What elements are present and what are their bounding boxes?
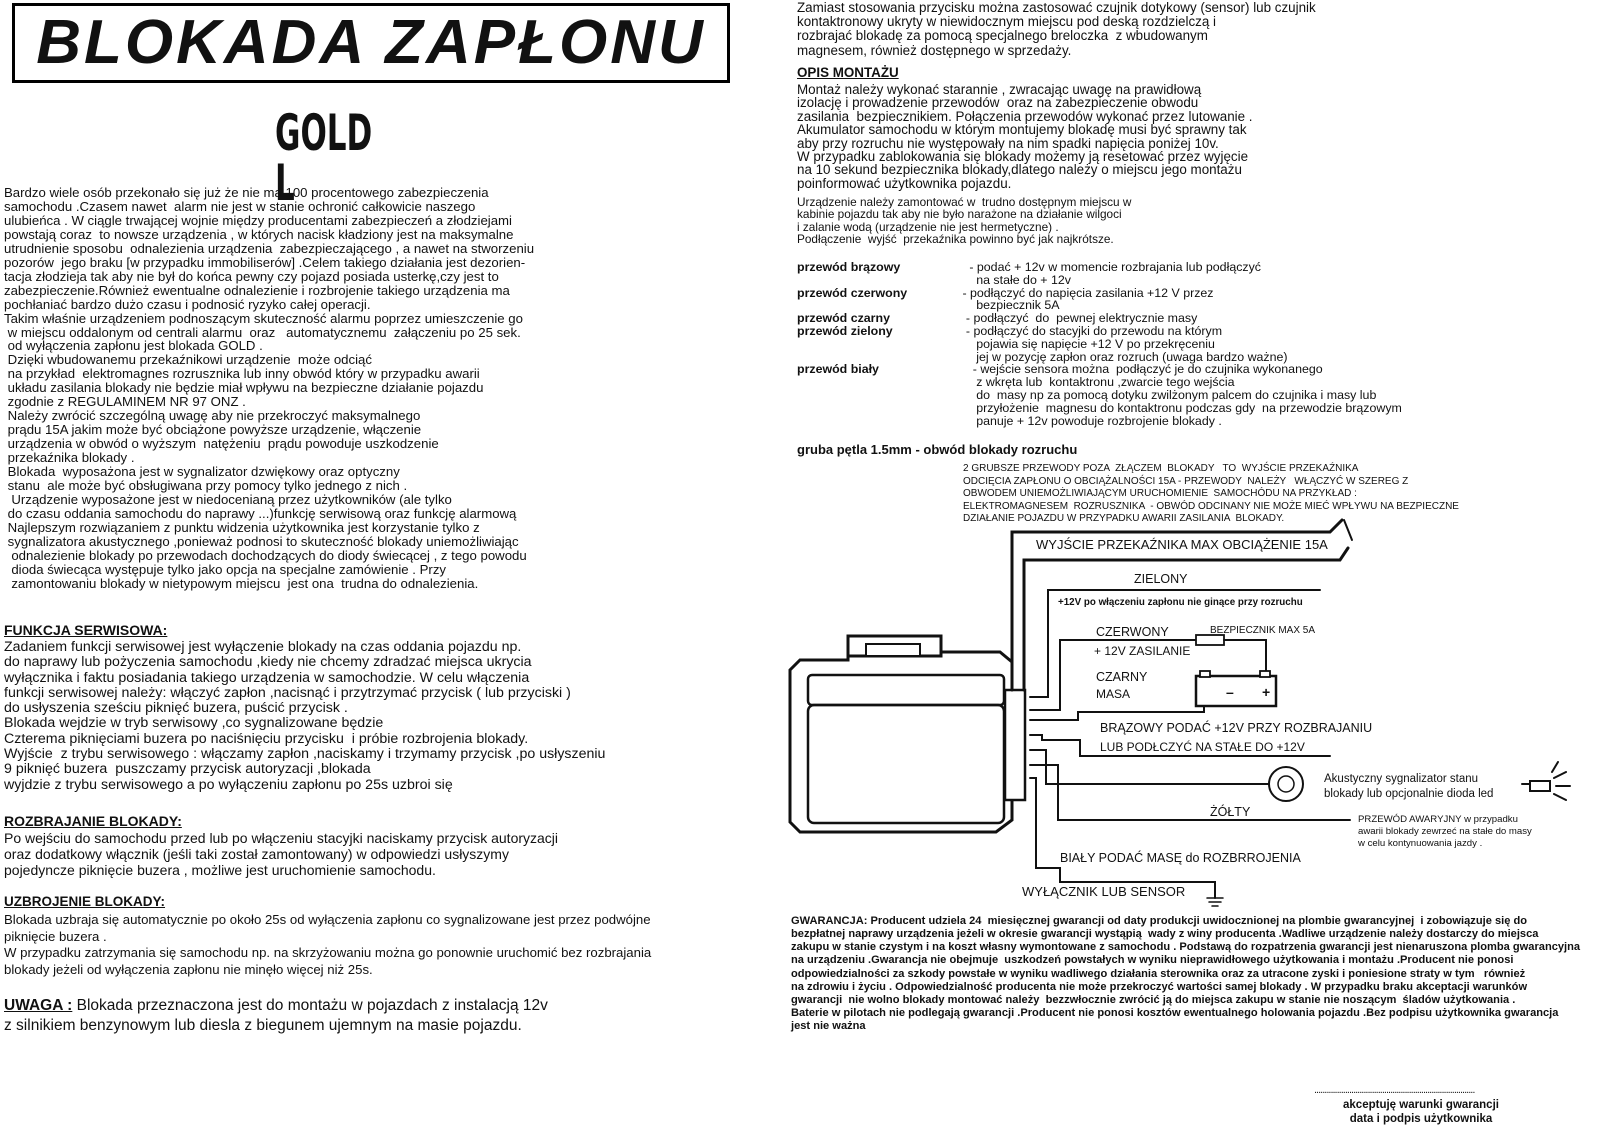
service-line: Czterema piknięciami buzera po naciśnięciu przycisku i próbie rozbrojenia blokady. (4, 730, 529, 747)
arm-line: W przypadku zatrzymania się samochodu np. na skrzyżowaniu można go ponownie uruchomić bez rozbrajania (4, 945, 652, 960)
service-line: Blokada wejdzie w tryb serwisowy ,co sygnalizowane będzie (4, 715, 384, 732)
intro-line: samochodu .Czasem nawet alarm nie jest w stanie ochronić całkowicie naszego (4, 198, 476, 214)
intro-line: zamontowaniu blokady w nietypowym miejscu jest ona trudna do odnalezienia. (4, 575, 479, 591)
install-line: i zalanie wodą (urządzenie nie jest hermetyczne) . (797, 219, 1059, 234)
signature-block (1314, 1098, 1528, 1126)
buzzer-label-2: blokady lub opcjonalnie dioda led (1324, 788, 1494, 800)
wire-description: - podłączyć do pewnej elektrycznie masy (959, 311, 1198, 326)
warranty-line: bezpłatnej naprawy urządzenia jeżeli w okresie gwarancji wystąpią wady z winy producenta .Wadliwe urządzenie należy dostarczy do miejsca (791, 928, 1539, 941)
warning-line-2: z silnikiem benzynowym lub diesla z biegunem ujemnym na masie pojazdu. (4, 1017, 522, 1034)
emergency-note-3: w celu kontynuowania jazdy . (1358, 838, 1483, 849)
mounting-heading: OPIS MONTAŻU (797, 65, 899, 80)
mounting-line: poinformować użytkownika pojazdu. (797, 175, 1012, 191)
install-line: kabinie pojazdu tak aby nie było narażone na działanie wilgoci (797, 207, 1122, 222)
mounting-line: Akumulator samochodu w którym montujemy blokadę musi być sprawny tak (797, 122, 1247, 138)
black-wire-label: CZARNY (1096, 670, 1148, 684)
wire-description: do masy np za pomocą dotyku zwilżonym palcem do czujnika i masy lub (959, 387, 1377, 402)
disarm-heading: ROZBRAJANIE BLOKADY: (4, 813, 182, 829)
wire-description: - wejście sensora można podłączyć je do czujnika wykonanego (959, 362, 1323, 377)
intro-line: Takim właśnie urządzeniem podnoszącym skuteczność alarmu poprzez umieszczenie go (4, 310, 523, 326)
signature-label-1: akceptuję warunki gwarancji (1343, 1099, 1499, 1111)
disarm-line: pojedyncze piknięcie buzera , możliwe jest uruchomienie samochodu. (4, 862, 436, 878)
service-line: wyłącznika i faktu posiadania takiego urządzenia w samochodzie. W celu włączenia (4, 669, 530, 686)
switch-label: WYŁĄCZNIK LUB SENSOR (1022, 884, 1186, 899)
service-heading: FUNKCJA SERWISOWA: (4, 622, 168, 638)
right-intro-line: rozbrajać blokadę za pomocą specjalnego breloczka z wbudowanym (797, 28, 1208, 44)
wire-description: pojawia się napięcie +12 V po przekręceniu (959, 336, 1215, 351)
battery-plus-label: + (1262, 684, 1271, 700)
wire-label: przewód czerwony (797, 285, 908, 300)
intro-line: utrudnienie sposobu odnalezienia urządzenia zabezpieczającego , a nawet na stworzeniu (4, 240, 535, 256)
warning-line-1: Blokada przeznaczona jest do montażu w pojazdach z instalacją 12v (72, 997, 548, 1014)
wire-label: przewód biały (797, 362, 879, 377)
warranty-line: jest nie ważna (791, 1020, 866, 1033)
mounting-line: aby przy rozruchu nie występowały na nim spadki napięcia poniżej 10v. (797, 135, 1219, 151)
ground-icon (1207, 898, 1223, 906)
fuse-label: BEZPIECZNIK MAX 5A (1210, 625, 1316, 636)
warranty-text (791, 915, 1580, 1033)
arm-line: Blokada uzbraja się automatycznie po około 25s od wyłączenia zapłonu co sygnalizowane jest przez podwójne (4, 912, 651, 927)
green-wire-note: +12V po włączeniu zapłonu nie ginące przy rozruchu (1058, 597, 1303, 608)
diagram-note-line: 2 GRUBSZE PRZEWODY POZA ZŁĄCZEM BLOKADY TO WYJŚCIE PRZEKAŹNIKA (963, 463, 1359, 474)
install-line: Podłączenie wyjść przekaźnika powinno być jak najkrótsze. (797, 232, 1114, 247)
intro-line: stanu ale może być obsługiwana przy pomocy tylko jednego z nich . (4, 478, 408, 494)
page-title: BLOKADA ZAPŁONU (36, 8, 706, 77)
service-line: Wyjście z trybu serwisowego : włączamy zapłon ,naciskamy i trzymamy przycisk ,po usłyszeniu (4, 746, 606, 763)
ground-label: MASA (1096, 687, 1131, 701)
intro-line: przekaźnika blokady . (4, 450, 135, 466)
red-wire-label: CZERWONY (1096, 625, 1169, 639)
arm-heading: UZBROJENIE BLOKADY: (4, 894, 166, 909)
signature-line: .............................................................................. (1314, 1084, 1475, 1096)
wire-description: - podłączyć do napięcia zasilania +12 V przez (959, 285, 1214, 300)
warranty-line: odpowiedzialności za szkody powstałe w wyniku wadliwego działania sterownika oraz za utracone zyski i poniesione straty w tym również (791, 967, 1526, 980)
mounting-line: Montaż należy wykonać starannie , zwracając uwagę na prawidłową (797, 82, 1202, 97)
mounting-line: zasilania bezpiecznikiem. Połączenia przewodów wykonać przez lutowanie . (797, 108, 1253, 124)
relay-output-label: WYJŚCIE PRZEKAŹNIKA MAX OBCIĄŻENIE 15A (1036, 537, 1328, 552)
brown-wire-label: BRĄZOWY PODAĆ +12V PRZY ROZBRAJANIU (1100, 721, 1373, 735)
intro-line: ulubieńca . W ciągle trwającej wojnie między producentami zabezpieczeń a złodziejami (4, 212, 512, 228)
arm-line: blokady jeżeli od wyłączenia zapłonu nie minęło więcej niż 25s. (4, 961, 373, 977)
buzzer-label-1: Akustyczny sygnalizator stanu (1324, 773, 1479, 785)
wire-description: z wkręta lub kontaktronu ,zwarcie tego wejścia (959, 375, 1235, 390)
mounting-line: W przypadku zablokowania się blokady możemy ją resetować przez wyjęcie (797, 149, 1249, 165)
intro-line: powstają coraz to nowsze urządzenia , w których nacisk kładziony jest na maksymalne (4, 226, 514, 242)
warranty-line: Baterie w pilotach nie podlegają gwarancji .Producent nie ponosi kosztów ewentualnego holowania pojazdu .Bez podpisu użytkownika gwarancja (791, 1007, 1559, 1020)
wire-description: jej w pozycję zapłon oraz rozruch (uwaga bardzo ważne) (959, 349, 1288, 364)
right-intro-line: kontaktronowy ukryty w niewidocznym miejscu pod deską rozdzielczą i (797, 14, 1217, 30)
diagram-note-line: ELEKTROMAGNESEM ROZRUSZNIKA - OBWÓD ODCINANY NIE MOŻE MIEĆ WPŁYWU NA BEZPIECZNE (963, 500, 1459, 512)
white-wire-label: BIAŁY PODAĆ MASĘ do ROZBRROJENIA (1060, 851, 1301, 865)
service-line: do usłyszenia sześciu piknięć buzera, puścić przycisk . (4, 700, 348, 717)
model-name: GOLD L (275, 104, 373, 212)
wire-label: przewód zielony (797, 323, 893, 338)
intro-line: zabezpieczenie.Również ewentualne odnalezienie i rozbrojenie takiego urządzenia ma (4, 282, 510, 298)
intro-line: tacja złodzieja tak aby nie był do końca pewny czy pojazd posiada usterkę,czy jest to (4, 268, 499, 284)
arm-line: piknięcie buzera . (4, 928, 107, 944)
intro-line: na przykład elektromagnes rozrusznika lub inny obwód który w przypadku awarii (4, 366, 480, 382)
warranty-line: gwarancji nie wolno blokady montować należy bezzwłocznie zwrócić ją do miejsca zakupu w stanie nie noszącym śladów użytkowania . (791, 993, 1516, 1006)
service-line: 9 piknięć buzera puszczamy przycisk autoryzacji ,blokada (4, 761, 371, 778)
service-line: wyjdzie z trybu serwisowego a po wyłączeniu zapłonu po 25s uzbroi się (4, 776, 453, 793)
wire-description: na stałe do + 12v (959, 272, 1071, 287)
right-intro-line: magnesem, również dostępnego w sprzedaży. (797, 42, 1072, 58)
brown-wire-label-2: LUB PODŁCZYĆ NA STAŁE DO +12V (1100, 740, 1305, 754)
intro-line: Bardzo wiele osób przekonało się już że nie ma 100 procentowego zabezpieczenia (4, 185, 489, 200)
intro-line: Urządzenie wyposażone jest w niedocenianą przez użytkowników (ale tylko (4, 491, 452, 507)
intro-line: Blokada wyposażona jest w sygnalizator dzwiękowy oraz optyczny (4, 464, 400, 480)
disarm-line: Po wejściu do samochodu przed lub po włączeniu stacyjki naciskamy przycisk autoryzacji (4, 830, 559, 846)
intro-line: Dzięki wbudowanemu przekaźnikowi urządzenie może odciąć (4, 352, 372, 368)
diagram-note-line: OBWODEM UNIEMOŻLIWIAJĄCYM URUCHOMIENIE SAMOCHÓDU NA PRZYKŁAD : (963, 488, 1357, 500)
warning-label: UWAGA : (4, 997, 73, 1014)
diagram-note-line: ODCIĘCIA ZAPŁONU O OBCIĄŻALNOŚCI 15A - PRZEWODY NALEŻY WŁĄCZYĆ W SZEREG Z (963, 475, 1409, 487)
diagram-note-line: DZIAŁANIE POJAZDU W PRZYPADKU AWARII ZASILANIA BLOKADY. (963, 513, 1285, 525)
signature-label-2: data i podpis użytkownika (1349, 1113, 1493, 1125)
warranty-line: na zdrowiu i życiu . Odpowiedzialność producenta nie może przekroczyć wartości samej blokady . W przypadku braku akceptacji warunków (791, 980, 1528, 993)
wire-description: przyłożenie magnesu do kontaktronu podczas gdy na przewodzie brązowym (959, 400, 1402, 415)
service-line: Zadaniem funkcji serwisowej jest wyłączenie blokady na czas oddania pojazdu np. (4, 639, 522, 655)
intro-line: zgodnie z REGULAMINEM NR 97 ONZ . (4, 394, 246, 410)
service-line: do naprawy lub pożyczenia samochodu ,kiedy nie chcemy zdradzać miejsca ukrycia (4, 654, 532, 671)
intro-line: układu zasilania blokady nie będzie miał wpływu na bezpieczne działanie pojazdu (4, 380, 484, 396)
service-line: funkcji serwisowej należy: włączyć zapłon ,nacisnąć i przytrzymać przycisk ( lub przyciski ) (4, 684, 571, 701)
intro-line: do czasu oddania samochodu do naprawy ...)funkcję serwisową oraz funkcję alarmową (4, 505, 517, 521)
wire-description: panuje + 12v powoduje rozbrojenie blokady . (959, 413, 1222, 428)
intro-line: odnalezienie blokady po przewodach dochodzących do diody świecącej , z tego powodu (4, 547, 527, 563)
battery-minus-label: – (1226, 684, 1234, 700)
intro-line: dioda świecąca występuje tylko jako opcja na specjalne zamówienie . Przy (4, 561, 447, 577)
led-icon (1522, 762, 1570, 800)
intro-line: pozorów jego braku [w przypadku immobiliserów] .Celem takiego działania jest dezorien- (4, 254, 526, 270)
buzzer-icon (1269, 767, 1303, 801)
blockade-module (790, 636, 1025, 832)
yellow-wire-label: ŻÓŁTY (1210, 805, 1251, 819)
intro-line: sygnalizatora akustycznego ,ponieważ podnosi to skuteczność blokady uniemożliwiając (4, 533, 519, 549)
wires (1012, 520, 1570, 906)
mounting-line: izolację i prowadzenie przewodów oraz na zabezpieczenie obwodu (797, 95, 1199, 111)
wire-label: przewód czarny (797, 311, 890, 326)
wire-description: bezpiecznik 5A (959, 298, 1060, 313)
intro-line: pochłaniać bardzo dużo czasu i podnosić ryzyko całej operacji. (4, 296, 371, 312)
intro-line: w miejscu oddalonym od centrali alarmu oraz automatycznemu załączeniu po 25 sek. (4, 324, 521, 340)
green-wire-label: ZIELONY (1134, 572, 1188, 586)
intro-line: Najlepszym rozwiązaniem z punktu widzenia użytkownika jest korzystanie tylko z (4, 519, 480, 535)
warranty-line: GWARANCJA: Producent udziela 24 miesięcznej gwarancji od daty produkcji uwidocznionej na plombie gwarancyjnej i zobowiązuje się do (791, 915, 1528, 927)
mounting-line: na 10 sekund bezpiecznika blokady,dlatego należy o miejscu jego montażu (797, 162, 1242, 178)
intro-line: Należy zwrócić szczególną uwagę aby nie przekroczyć maksymalnego (4, 408, 421, 424)
warranty-line: zakupu w stanie czystym i na koszt własny wymontowane z samochodu . Podstawą do rozpatrzenia gwarancji jest nienaruszona plomba gwarancyjna (791, 941, 1581, 954)
wire-description: - podać + 12v w momencie rozbrajania lub podłączyć (959, 260, 1262, 274)
right-intro-line: Zamiast stosowania przycisku można zastosować czujnik dotykowy (sensor) lub czujnik (797, 0, 1316, 15)
intro-line: od wyłączenia zapłonu jest blokada GOLD . (4, 338, 263, 354)
wire-description: - podłączyć do stacyjki do przewodu na którym (959, 323, 1223, 338)
loop-note: gruba pętla 1.5mm - obwód blokady rozruchu (797, 442, 1078, 457)
emergency-note-1: PRZEWÓD AWARYJNY w przypadku (1358, 814, 1518, 825)
intro-line: prądu 15A jakim może być obciążone powyższe urządzenie, włączenie (4, 422, 422, 438)
emergency-note-2: awarii blokady zewrzeć na stałe do masy (1358, 826, 1532, 837)
warranty-line: na urządzeniu .Gwarancja nie obejmuje uszkodzeń powstałych w wyniku nieprawidłowego użytkowania i montażu .Producent nie ponosi (791, 954, 1514, 967)
intro-line: urządzenia w obwód o wyższym natężeniu prądu powoduje uszkodzenie (4, 436, 439, 452)
fuse-icon (1196, 635, 1224, 645)
install-line: Urządzenie należy zamontować w trudno dostępnym miejscu w (797, 195, 1132, 209)
red-supply-label: + 12V ZASILANIE (1094, 644, 1191, 658)
wire-label: przewód brązowy (797, 260, 901, 274)
disarm-line: oraz dodatkowy włącznik (jeśli taki został zamontowany) w odpowiedzi usłyszymy (4, 846, 509, 862)
